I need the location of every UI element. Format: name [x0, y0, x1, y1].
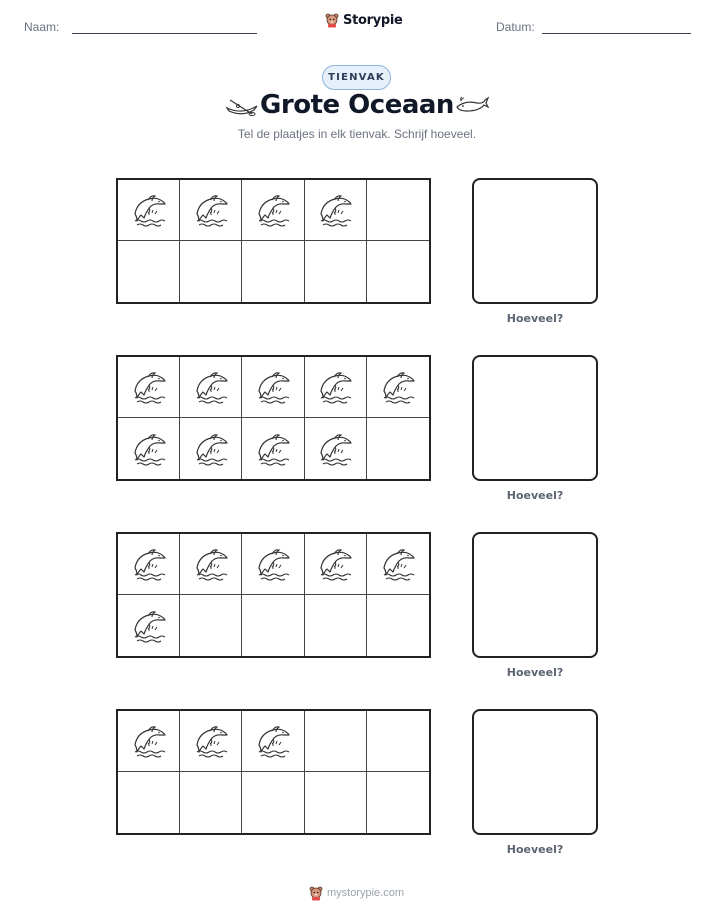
- dolphin-icon: [315, 367, 355, 407]
- ten-frame-cell: [180, 711, 242, 772]
- ten-frame-cell: [242, 711, 304, 772]
- ten-frame-cell: [305, 241, 367, 302]
- ten-frame-cell: [242, 534, 304, 595]
- ten-frame-cell: [180, 772, 242, 833]
- dolphin-icon: [129, 606, 169, 646]
- ten-frame-cell: [180, 418, 242, 479]
- ten-frame-cell: [118, 180, 180, 241]
- dolphin-icon: [253, 190, 293, 230]
- answer-label-2: Hoeveel?: [506, 489, 564, 502]
- ten-frame-cell: [305, 772, 367, 833]
- date-line: [542, 33, 691, 34]
- answer-label-4: Hoeveel?: [506, 843, 564, 856]
- name-line: [72, 33, 257, 34]
- whale-icon: [455, 95, 489, 115]
- dolphin-icon: [253, 429, 293, 469]
- ten-frame-cell: [180, 180, 242, 241]
- dolphin-icon: [191, 367, 231, 407]
- dolphin-icon: [191, 721, 231, 761]
- ten-frame-cell: [305, 357, 367, 418]
- ten-frame-cell: [118, 241, 180, 302]
- ten-frame-cell: [367, 711, 429, 772]
- name-label: Naam:: [24, 20, 60, 34]
- ten-frame-cell: [242, 772, 304, 833]
- dolphin-icon: [315, 190, 355, 230]
- ten-frame-cell: [305, 711, 367, 772]
- ten-frame-cell: [118, 711, 180, 772]
- dolphin-icon: [129, 721, 169, 761]
- bear-mascot-icon: [309, 885, 323, 901]
- ten-frame-cell: [118, 595, 180, 656]
- dolphin-icon: [315, 429, 355, 469]
- dolphin-icon: [129, 367, 169, 407]
- dolphin-icon: [129, 429, 169, 469]
- ten-frame-cell: [242, 595, 304, 656]
- answer-box-2[interactable]: [472, 355, 598, 481]
- dolphin-icon: [253, 721, 293, 761]
- ten-frame-cell: [367, 534, 429, 595]
- answer-box-1[interactable]: [472, 178, 598, 304]
- ten-frame-cell: [367, 180, 429, 241]
- ten-frame-cell: [367, 357, 429, 418]
- dolphin-icon: [129, 190, 169, 230]
- dolphin-icon: [378, 544, 418, 584]
- ten-frame-2: [116, 355, 431, 481]
- dolphin-icon: [253, 544, 293, 584]
- instruction-text: Tel de plaatjes in elk tienvak. Schrijf hoeveel.: [237, 127, 477, 141]
- ten-frame-4: [116, 709, 431, 835]
- ten-frame-cell: [305, 180, 367, 241]
- ten-frame-cell: [367, 595, 429, 656]
- page-title: Grote Oceaan: [260, 90, 454, 120]
- brand-name: Storypie: [343, 12, 403, 28]
- ten-frame-cell: [242, 357, 304, 418]
- ten-frame-cell: [242, 418, 304, 479]
- ten-frame-cell: [180, 534, 242, 595]
- ten-frame-cell: [242, 180, 304, 241]
- answer-label-1: Hoeveel?: [506, 312, 564, 325]
- ten-frame-cell: [367, 772, 429, 833]
- brand-logo: [325, 12, 403, 28]
- dolphin-icon: [191, 190, 231, 230]
- ten-frame-cell: [118, 534, 180, 595]
- answer-box-4[interactable]: [472, 709, 598, 835]
- dolphin-icon: [315, 544, 355, 584]
- dolphin-icon: [129, 544, 169, 584]
- answer-box-3[interactable]: [472, 532, 598, 658]
- ten-frame-cell: [367, 418, 429, 479]
- ten-frame-cell: [305, 595, 367, 656]
- ten-frame-cell: [180, 357, 242, 418]
- ten-frame-cell: [118, 772, 180, 833]
- dolphin-icon: [191, 544, 231, 584]
- ten-frame-3: [116, 532, 431, 658]
- ten-frame-cell: [118, 418, 180, 479]
- dolphin-icon: [253, 367, 293, 407]
- ten-frame-cell: [180, 241, 242, 302]
- ten-frame-cell: [118, 357, 180, 418]
- date-label: Datum:: [496, 20, 535, 34]
- bear-mascot-icon: [325, 12, 339, 28]
- ten-frame-cell: [367, 241, 429, 302]
- worksheet-type-badge: TIENVAK: [322, 65, 391, 90]
- dolphin-icon: [191, 429, 231, 469]
- footer: [309, 885, 404, 901]
- dolphin-icon: [378, 367, 418, 407]
- ten-frame-1: [116, 178, 431, 304]
- answer-label-3: Hoeveel?: [506, 666, 564, 679]
- ten-frame-cell: [242, 241, 304, 302]
- ten-frame-cell: [180, 595, 242, 656]
- ten-frame-cell: [305, 534, 367, 595]
- footer-url: mystorypie.com: [327, 887, 405, 899]
- ten-frame-cell: [305, 418, 367, 479]
